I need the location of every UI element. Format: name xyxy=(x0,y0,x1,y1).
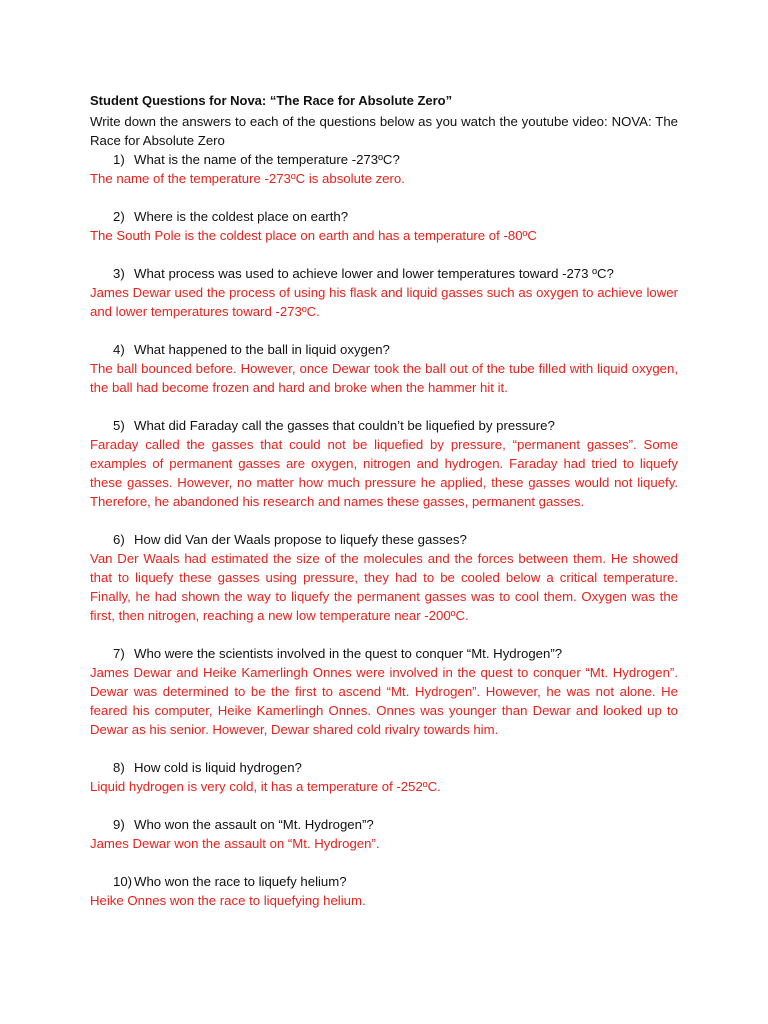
question xyxy=(90,264,678,283)
question xyxy=(90,815,678,834)
answer-text: Van Der Waals had estimated the size of the molecules and the forces between them. He showed that to liquefy these gasses using pressure, they had to be cooled below a critical temperature. Finally, he had shown the way to liquefy the permanent gasses was to cool them. Oxygen was the first, then nitrogen, reaching a new low temperature near -200ºC. xyxy=(90,551,678,623)
answer-text: Liquid hydrogen is very cold, it has a temperature of -252ºC. xyxy=(90,779,441,794)
question-item-7 xyxy=(90,644,678,739)
question-item-2 xyxy=(90,207,678,245)
answer-text: The name of the temperature -273ºC is absolute zero. xyxy=(90,171,405,186)
answer-text: Faraday called the gasses that could not be liquefied by pressure, “permanent gasses”. Some examples of permanent gasses are oxygen, nitrogen and hydrogen. Faraday had tried to liquefy these gasses. However, no matter how much pressure he applied, these gasses would not liquefy. Therefore, he abandoned his research and names these gasses, permanent gasses. xyxy=(90,437,678,509)
question-number: 10) xyxy=(113,874,133,889)
answer-text: The South Pole is the coldest place on earth and has a temperature of -80ºC xyxy=(90,228,537,243)
question-item-10 xyxy=(90,872,678,910)
question-text: What is the name of the temperature -273ºC? xyxy=(134,152,400,167)
question-item-9 xyxy=(90,815,678,853)
question-number: 8) xyxy=(113,760,125,775)
question-text: How cold is liquid hydrogen? xyxy=(134,760,302,775)
answer-text: Heike Onnes won the race to liquefying helium. xyxy=(90,893,366,908)
question-text: Who won the assault on “Mt. Hydrogen”? xyxy=(134,817,374,832)
document-page xyxy=(90,92,678,910)
question xyxy=(90,340,678,359)
question xyxy=(90,207,678,226)
question xyxy=(90,530,678,549)
question-number: 4) xyxy=(113,342,125,357)
question-text: Who won the race to liquefy helium? xyxy=(134,874,347,889)
question-number: 1) xyxy=(113,152,125,167)
question xyxy=(90,758,678,777)
question xyxy=(90,150,678,169)
question-text: What happened to the ball in liquid oxygen? xyxy=(134,342,390,357)
answer-text: James Dewar and Heike Kamerlingh Onnes were involved in the quest to conquer “Mt. Hydrogen”. Dewar was determined to be the first to ascend “Mt. Hydrogen”. However, he was not alone. He feared his computer, Heike Kamerlingh Onnes. Onnes was younger than Dewar and looked up to Dewar as his senior. However, Dewar shared cold rivalry towards him. xyxy=(90,665,678,737)
question-text: Who were the scientists involved in the quest to conquer “Mt. Hydrogen”? xyxy=(134,646,563,661)
question-text: What process was used to achieve lower and lower temperatures toward -273 ºC? xyxy=(134,266,614,281)
question-item-6 xyxy=(90,530,678,625)
question-item-3 xyxy=(90,264,678,321)
question-item-5 xyxy=(90,416,678,511)
question-item-8 xyxy=(90,758,678,796)
answer-text: James Dewar used the process of using his flask and liquid gasses such as oxygen to achieve lower and lower temperatures toward -273ºC. xyxy=(90,285,678,319)
question-number: 9) xyxy=(113,817,125,832)
question-text: How did Van der Waals propose to liquefy these gasses? xyxy=(134,532,467,547)
question-number: 5) xyxy=(113,418,125,433)
question-number: 2) xyxy=(113,209,125,224)
question-item-1 xyxy=(90,150,678,188)
question xyxy=(90,644,678,663)
question-number: 7) xyxy=(113,646,125,661)
document-intro: Write down the answers to each of the questions below as you watch the youtube video: NOVA: The Race for Absolute Zero xyxy=(90,114,678,148)
question-number: 3) xyxy=(113,266,125,281)
answer-text: The ball bounced before. However, once Dewar took the ball out of the tube filled with liquid oxygen, the ball had become frozen and hard and broke when the hammer hit it. xyxy=(90,361,678,395)
question-text: Where is the coldest place on earth? xyxy=(134,209,349,224)
question xyxy=(90,416,678,435)
question xyxy=(90,872,678,891)
question-item-4 xyxy=(90,340,678,397)
document-title: Student Questions for Nova: “The Race for Absolute Zero” xyxy=(90,93,453,108)
answer-text: James Dewar won the assault on “Mt. Hydrogen”. xyxy=(90,836,380,851)
question-text: What did Faraday call the gasses that couldn’t be liquefied by pressure? xyxy=(134,418,555,433)
question-number: 6) xyxy=(113,532,125,547)
